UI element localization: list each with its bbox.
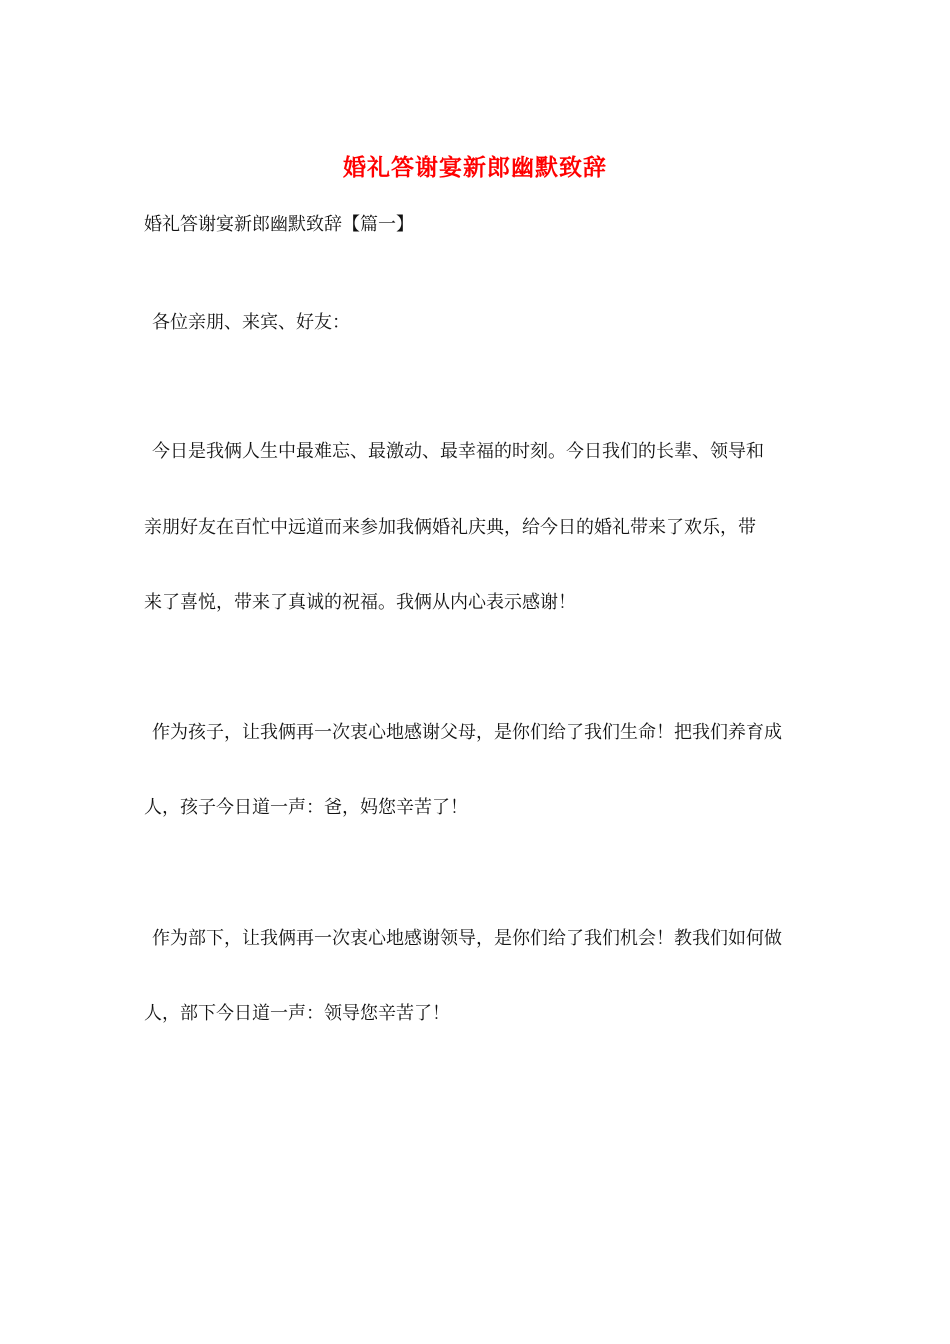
paragraph-1-line-1: 今日是我俩人生中最难忘、最激动、最幸福的时刻。今日我们的长辈、领导和 bbox=[152, 441, 764, 462]
paragraph-3-line-2: 人，部下今日道一声：领导您辛苦了！ bbox=[144, 1003, 450, 1024]
greeting-line: 各位亲朋、来宾、好友： bbox=[152, 312, 350, 333]
section-heading: 婚礼答谢宴新郎幽默致辞【篇一】 bbox=[144, 214, 414, 235]
paragraph-1-line-2: 亲朋好友在百忙中远道而来参加我俩婚礼庆典，给今日的婚礼带来了欢乐，带 bbox=[144, 517, 756, 538]
paragraph-2-line-2: 人，孩子今日道一声：爸，妈您辛苦了！ bbox=[144, 797, 468, 818]
document-title: 婚礼答谢宴新郎幽默致辞 bbox=[343, 154, 607, 181]
paragraph-1-line-3: 来了喜悦，带来了真诚的祝福。我俩从内心表示感谢！ bbox=[144, 592, 576, 613]
paragraph-3-line-1: 作为部下，让我俩再一次衷心地感谢领导，是你们给了我们机会！教我们如何做 bbox=[152, 928, 782, 949]
paragraph-2-line-1: 作为孩子，让我俩再一次衷心地感谢父母，是你们给了我们生命！把我们养育成 bbox=[152, 722, 782, 743]
